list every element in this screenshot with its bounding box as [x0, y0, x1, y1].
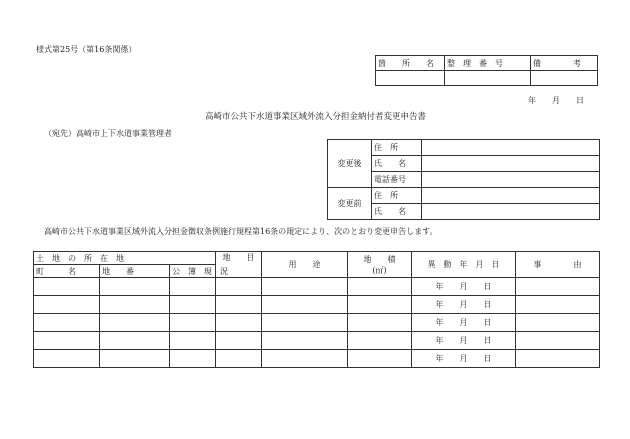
town-cell[interactable]	[34, 332, 100, 350]
koubo-cell[interactable]	[170, 278, 216, 296]
reason-cell[interactable]	[516, 296, 600, 314]
office-header-number: 整 理 番 号	[445, 56, 531, 71]
area-cell[interactable]	[348, 278, 412, 296]
table-row	[34, 296, 600, 314]
office-table	[375, 55, 598, 86]
genkyo-cell[interactable]	[216, 350, 262, 368]
use-cell[interactable]	[262, 350, 348, 368]
chiban-header: 地 目	[216, 252, 262, 278]
area-header-cell	[348, 252, 412, 278]
before-name-field[interactable]	[422, 204, 600, 220]
reason-cell[interactable]	[516, 314, 600, 332]
use-cell[interactable]	[262, 296, 348, 314]
date-cell[interactable]: 年 月 日	[412, 350, 516, 368]
lot-cell[interactable]	[100, 350, 170, 368]
lot-cell[interactable]	[100, 278, 170, 296]
statement: 高崎市公共下水道事業区域外流入分担金徴収条例施行規程第16条の規定により、次のとおり変更申告します。	[44, 227, 438, 236]
koubo-header: 公 簿 現 況	[170, 265, 216, 278]
use-cell[interactable]	[262, 314, 348, 332]
koubo-cell[interactable]	[170, 314, 216, 332]
area-cell[interactable]	[348, 350, 412, 368]
before-address-label: 住 所	[372, 188, 422, 204]
lot-cell[interactable]	[100, 296, 170, 314]
location-header: 土 地 の 所 在 地	[34, 252, 216, 265]
table-row	[34, 278, 600, 296]
town-header: 町 名	[34, 265, 100, 278]
area-header: 地 積	[363, 254, 396, 264]
before-label: 変更前	[328, 188, 372, 220]
table-row	[34, 314, 600, 332]
office-header-location: 箇 所 名	[376, 56, 445, 71]
use-header: 用 途	[262, 252, 348, 278]
date-cell[interactable]: 年 月 日	[412, 296, 516, 314]
before-address-field[interactable]	[422, 188, 600, 204]
koubo-cell[interactable]	[170, 296, 216, 314]
office-header-remarks: 備 考	[531, 56, 598, 71]
after-phone-field[interactable]	[422, 172, 600, 188]
lot-header: 地 番	[100, 265, 170, 278]
reason-cell[interactable]	[516, 332, 600, 350]
date-cell[interactable]: 年 月 日	[412, 314, 516, 332]
genkyo-cell[interactable]	[216, 278, 262, 296]
change-date-header: 異 動 年 月 日	[412, 252, 516, 278]
town-cell[interactable]	[34, 296, 100, 314]
use-cell[interactable]	[262, 278, 348, 296]
reason-cell[interactable]	[516, 350, 600, 368]
lot-cell[interactable]	[100, 314, 170, 332]
form-label: 様式第25号（第16条関係）	[36, 45, 137, 54]
office-cell-number[interactable]	[445, 71, 531, 86]
area-unit: (㎡)	[372, 265, 387, 275]
office-cell-remarks[interactable]	[531, 71, 598, 86]
koubo-cell[interactable]	[170, 350, 216, 368]
genkyo-cell[interactable]	[216, 314, 262, 332]
office-cell-location[interactable]	[376, 71, 445, 86]
before-name-label: 氏 名	[372, 204, 422, 220]
after-phone-label: 電話番号	[372, 172, 422, 188]
town-cell[interactable]	[34, 278, 100, 296]
genkyo-cell[interactable]	[216, 296, 262, 314]
town-cell[interactable]	[34, 314, 100, 332]
genkyo-cell[interactable]	[216, 332, 262, 350]
use-cell[interactable]	[262, 332, 348, 350]
date-cell[interactable]: 年 月 日	[412, 332, 516, 350]
area-cell[interactable]	[348, 314, 412, 332]
after-address-label: 住 所	[372, 140, 422, 156]
after-address-field[interactable]	[422, 140, 600, 156]
submission-date: 年 月 日	[528, 96, 584, 105]
main-table	[33, 251, 600, 368]
reason-header: 事 由	[516, 252, 600, 278]
area-cell[interactable]	[348, 332, 412, 350]
after-name-label: 氏 名	[372, 156, 422, 172]
addressee: （宛先）高崎市上下水道事業管理者	[44, 129, 172, 138]
after-label: 変更後	[328, 140, 372, 188]
area-cell[interactable]	[348, 296, 412, 314]
after-name-field[interactable]	[422, 156, 600, 172]
date-cell[interactable]: 年 月 日	[412, 278, 516, 296]
page-title: 高崎市公共下水道事業区域外流入分担金納付者変更申告書	[205, 112, 427, 122]
table-row	[34, 332, 600, 350]
reason-cell[interactable]	[516, 278, 600, 296]
lot-cell[interactable]	[100, 332, 170, 350]
town-cell[interactable]	[34, 350, 100, 368]
koubo-cell[interactable]	[170, 332, 216, 350]
applicant-table	[327, 139, 600, 220]
table-row	[34, 350, 600, 368]
